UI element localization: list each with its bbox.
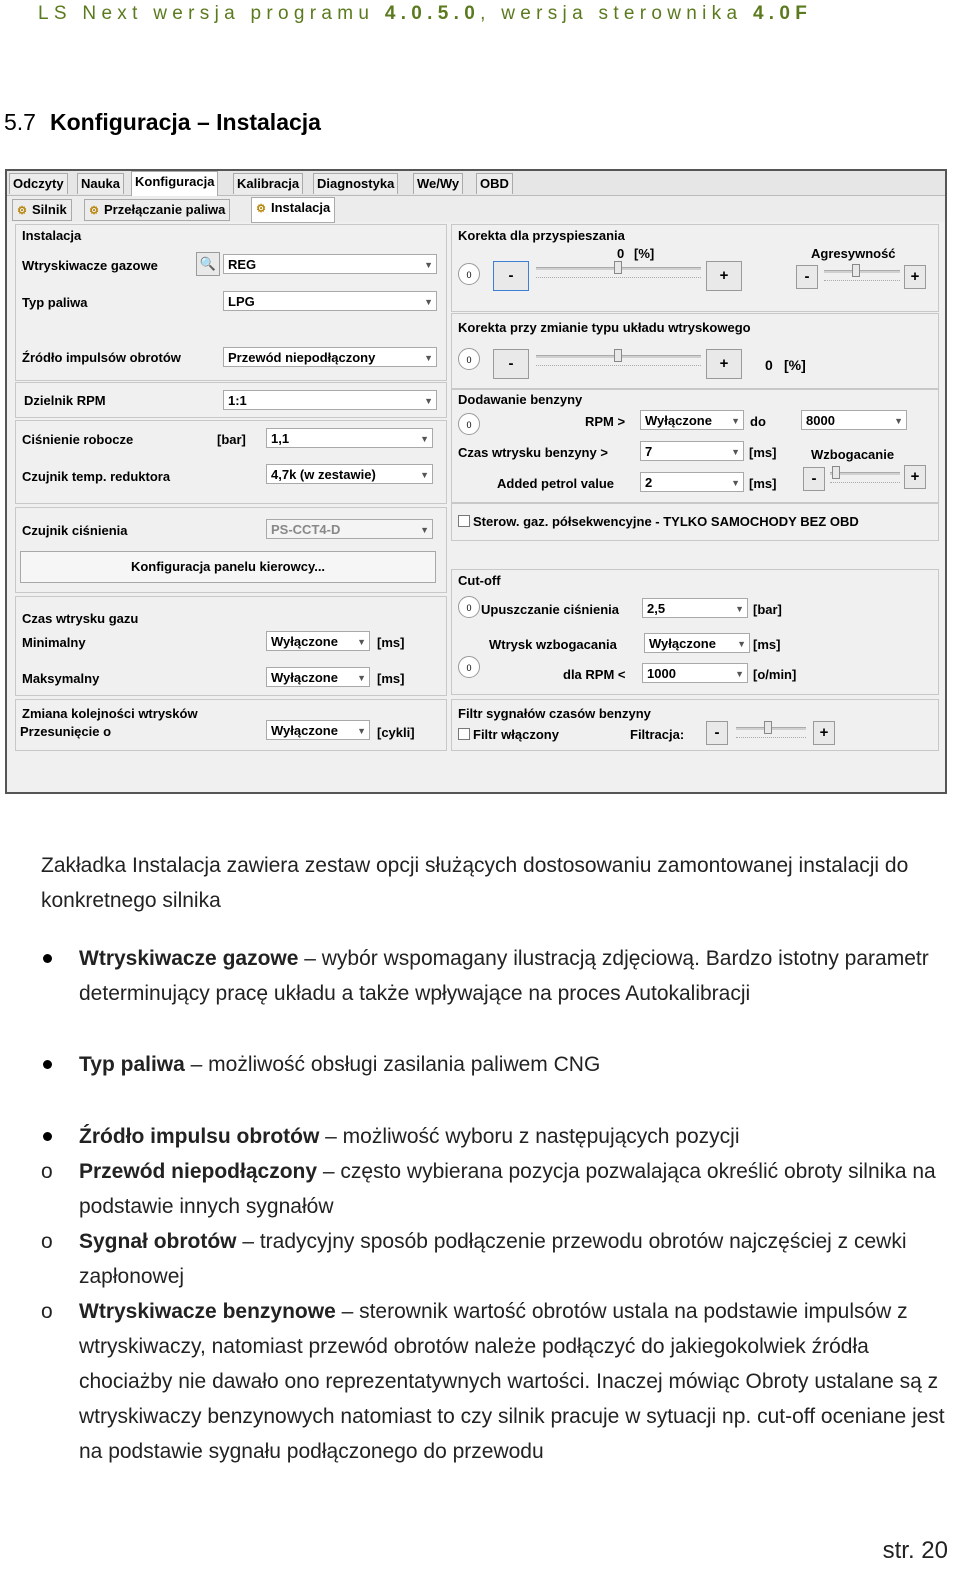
list-item-text: – sterownik wartość obrotów ustala na podstawie impulsów z wtryskiwaczy, natomiast przewód obrotów należe podłączyć do jakiegokolwiek źródła chociażby nie dawało ono reprezentatywnych wartości. Inaczej mówiąc Obroty ustalane są z wtryskiwaczy benzynowych natomiast to czy silnik pracuje w sytuacji np. cut-off oceniane jest na podstawie sygnału podłączonego do przewodu bbox=[79, 1300, 945, 1463]
chevron-down-icon: ▼ bbox=[357, 637, 366, 647]
tab-odczyty[interactable]: Odczyty bbox=[9, 173, 68, 194]
dla-rpm-select[interactable] bbox=[642, 663, 748, 683]
minimalny-unit: [ms] bbox=[377, 635, 405, 650]
upuszczanie-reset[interactable]: 0 bbox=[458, 596, 480, 618]
filtracja-label: Filtracja: bbox=[630, 727, 685, 742]
chevron-down-icon: ▼ bbox=[735, 604, 744, 614]
chevron-down-icon: ▼ bbox=[731, 478, 740, 488]
list-item-text: – często wybierana pozycja pozwalająca określić obroty silnika na podstawie innych sygnałów bbox=[79, 1160, 936, 1218]
list-item-text: – możliwość wyboru z następujących pozycji bbox=[319, 1125, 740, 1148]
zrodlo-label: Źródło impulsów obrotów bbox=[22, 350, 181, 365]
header-program-version: 4.0.5.0 bbox=[384, 3, 481, 24]
wtryskiwacze-select[interactable] bbox=[223, 254, 437, 274]
panel-filtr bbox=[451, 699, 939, 751]
added-unit: [ms] bbox=[749, 476, 777, 491]
chevron-down-icon: ▼ bbox=[737, 639, 746, 649]
header-controller-version: 4.0F bbox=[752, 3, 813, 24]
rpm-value: Wyłączone bbox=[645, 413, 712, 428]
dla-rpm-unit: [o/min] bbox=[753, 667, 797, 682]
cisnienie-value: 1,1 bbox=[271, 431, 290, 446]
czas-wtrysku-label: Czas wtrysku gazu bbox=[22, 611, 139, 626]
sterow-label: Sterow. gaz. półsekwencyjne - TYLKO SAMOCHODY BEZ OBD bbox=[473, 514, 859, 529]
list-item-term: Źródło impulsu obrotów bbox=[79, 1125, 320, 1148]
dla-rpm-value: 1000 bbox=[647, 666, 676, 681]
sub-bullet-marker: o bbox=[41, 1230, 53, 1253]
agresywnosc-label: Agresywność bbox=[811, 246, 896, 261]
wtrysk-reset[interactable]: 0 bbox=[458, 656, 480, 678]
chevron-down-icon: ▼ bbox=[357, 673, 366, 683]
panel-zmiana-kolejnosci bbox=[15, 699, 447, 751]
cutoff-label: Cut-off bbox=[458, 573, 501, 588]
sub-bullet-marker: o bbox=[41, 1300, 53, 1323]
korekta-przysp-plus-button[interactable]: + bbox=[706, 261, 742, 291]
zrodlo-select[interactable] bbox=[223, 347, 437, 367]
zrodlo-value: Przewód niepodłączony bbox=[228, 350, 376, 365]
korekta-zmiana-value: 0 bbox=[765, 357, 773, 373]
chevron-down-icon: ▼ bbox=[424, 297, 433, 307]
tab-kalibracja[interactable]: Kalibracja bbox=[233, 173, 303, 194]
subtab-silnik[interactable] bbox=[12, 199, 72, 221]
sterow-checkbox[interactable] bbox=[458, 515, 470, 527]
section-number: 5.7 bbox=[4, 109, 36, 135]
wzbogacanie-slider[interactable] bbox=[830, 472, 900, 475]
panel-korekta-zmiana bbox=[451, 313, 939, 389]
korekta-przysp-value: 0 bbox=[617, 246, 625, 261]
panel-czas-wtrysku bbox=[15, 596, 447, 696]
korekta-przysp-minus-button[interactable]: - bbox=[493, 261, 529, 291]
filtracja-ticks bbox=[736, 733, 806, 738]
cisnienie-label: Ciśnienie robocze bbox=[22, 432, 134, 447]
filtr-checkbox[interactable] bbox=[458, 728, 470, 740]
cisnienie-select[interactable] bbox=[266, 428, 433, 448]
wtrysk-select[interactable] bbox=[644, 633, 750, 653]
czas-benz-label: Czas wtrysku benzyny > bbox=[458, 445, 608, 460]
list-item-zrodlo bbox=[79, 1119, 949, 1154]
maksymalny-unit: [ms] bbox=[377, 671, 405, 686]
do-select[interactable] bbox=[801, 410, 907, 430]
filtr-wlaczony-label: Filtr włączony bbox=[473, 727, 559, 742]
bullet-dot bbox=[43, 954, 52, 963]
dla-rpm-label: dla RPM < bbox=[563, 667, 626, 682]
agresywnosc-plus-button[interactable]: + bbox=[904, 265, 926, 289]
wtrysk-value: Wyłączone bbox=[649, 636, 716, 651]
tab-nauka[interactable]: Nauka bbox=[77, 173, 124, 194]
panel-cisnienie bbox=[15, 420, 447, 504]
korekta-zmiana-plus-button[interactable]: + bbox=[706, 349, 742, 379]
wtryskiwacze-value: REG bbox=[228, 257, 257, 272]
filtr-label: Filtr sygnałów czasów benzyny bbox=[458, 706, 651, 721]
panel-kierowcy-button[interactable]: Konfiguracja panelu kierowcy... bbox=[20, 551, 436, 583]
filtracja-minus-button[interactable]: - bbox=[706, 721, 728, 745]
przesuniecie-value: Wyłączone bbox=[271, 723, 338, 738]
list-item-term: Wtryskiwacze gazowe bbox=[79, 947, 299, 970]
subtab-instalacja[interactable] bbox=[251, 197, 335, 223]
chevron-down-icon: ▼ bbox=[894, 416, 903, 426]
sub-item-wtryskiwacze-benz bbox=[79, 1294, 949, 1469]
settings-icon: ⚙ bbox=[89, 205, 99, 217]
dodawanie-reset[interactable]: 0 bbox=[458, 413, 480, 435]
agresywnosc-slider[interactable] bbox=[824, 270, 900, 273]
list-item-term: Wtryskiwacze benzynowe bbox=[79, 1300, 336, 1323]
czas-benz-select[interactable] bbox=[640, 441, 744, 461]
sub-item-sygnal bbox=[79, 1224, 949, 1294]
wzbogacanie-label: Wzbogacanie bbox=[811, 447, 895, 462]
filtr-checkbox-row[interactable] bbox=[458, 727, 559, 743]
panel-instalacja bbox=[15, 224, 447, 381]
typ-paliwa-value: LPG bbox=[228, 294, 255, 309]
wtrysk-unit: [ms] bbox=[753, 637, 781, 652]
czas-benz-unit: [ms] bbox=[749, 445, 777, 460]
panel-dzielnik bbox=[15, 382, 447, 418]
tab-obd[interactable]: OBD bbox=[476, 173, 513, 194]
added-select[interactable] bbox=[640, 472, 744, 492]
intro-paragraph: Zakładka Instalacja zawiera zestaw opcji służących dostosowaniu zamontowanej instalacji do konkretnego silnika bbox=[41, 854, 909, 912]
panel-czujnik-cisnienia bbox=[15, 507, 447, 593]
do-label: do bbox=[750, 414, 766, 429]
dzielnik-label: Dzielnik RPM bbox=[24, 393, 106, 408]
wzbogacanie-minus-button[interactable]: - bbox=[803, 467, 825, 491]
czas-benz-value: 7 bbox=[645, 444, 653, 459]
filtracja-plus-button[interactable]: + bbox=[813, 721, 835, 745]
search-icon: 🔍 bbox=[199, 256, 217, 271]
panel-cutoff bbox=[451, 569, 939, 695]
dzielnik-select[interactable] bbox=[223, 390, 437, 410]
korekta-zmiana-minus-button[interactable]: - bbox=[493, 349, 529, 379]
subtab-przelaczanie[interactable] bbox=[84, 199, 230, 221]
list-item-term: Przewód niepodłączony bbox=[79, 1160, 318, 1183]
chevron-down-icon: ▼ bbox=[424, 353, 433, 363]
do-value: 8000 bbox=[806, 413, 835, 428]
subtab-silnik-label: Silnik bbox=[32, 202, 67, 217]
przesuniecie-select[interactable] bbox=[266, 720, 370, 740]
przesuniecie-label: Przesunięcie o bbox=[20, 724, 112, 739]
maksymalny-label: Maksymalny bbox=[22, 671, 100, 686]
bullet-dot bbox=[43, 1060, 52, 1069]
section-title: Konfiguracja – Instalacja bbox=[49, 109, 321, 135]
settings-icon: ⚙ bbox=[17, 205, 27, 217]
dzielnik-value: 1:1 bbox=[228, 393, 247, 408]
list-item-wtryskiwacze bbox=[79, 941, 949, 1011]
korekta-zmiana-label: Korekta przy zmianie typu układu wtryskowego bbox=[458, 320, 751, 335]
panel-korekta-przysp bbox=[451, 224, 939, 312]
added-value: 2 bbox=[645, 475, 653, 490]
bullet-dot bbox=[43, 1132, 52, 1141]
czujnik-temp-value: 4,7k (w zestawie) bbox=[271, 467, 376, 482]
chevron-down-icon: ▼ bbox=[735, 669, 744, 679]
chevron-down-icon: ▼ bbox=[420, 470, 429, 480]
korekta-zmiana-unit: [%] bbox=[784, 357, 806, 373]
minimalny-select[interactable] bbox=[266, 631, 370, 651]
chevron-down-icon: ▼ bbox=[420, 525, 429, 535]
chevron-down-icon: ▼ bbox=[424, 260, 433, 270]
agresywnosc-ticks bbox=[824, 276, 900, 281]
list-item-text: – tradycyjny sposób podłączenie przewodu obrotów najczęściej z cewki zapłonowej bbox=[79, 1230, 907, 1288]
tab-diagnostyka[interactable]: Diagnostyka bbox=[313, 173, 398, 194]
list-item-text: – wybór wspomagany ilustracją zdjęciową. Bardzo istotny parametr determinujący pracę układu a także wpływające na proces Autokalibracji bbox=[79, 947, 929, 1005]
agresywnosc-minus-button[interactable]: - bbox=[796, 265, 818, 289]
przesuniecie-unit: [cykli] bbox=[377, 725, 415, 740]
upuszczanie-unit: [bar] bbox=[753, 602, 782, 617]
list-item-term: Typ paliwa bbox=[79, 1053, 185, 1076]
header-mid: , wersja sterownika bbox=[480, 3, 743, 24]
sterow-checkbox-row[interactable] bbox=[458, 514, 859, 530]
minimalny-value: Wyłączone bbox=[271, 634, 338, 649]
wtrysk-label: Wtrysk wzbogacania bbox=[489, 637, 617, 652]
page-number: str. 20 bbox=[882, 1537, 948, 1564]
list-item-term: Sygnał obrotów bbox=[79, 1230, 237, 1253]
czujnik-cisn-select bbox=[266, 519, 433, 539]
subtab-przelaczanie-label: Przełączanie paliwa bbox=[104, 202, 226, 217]
section-heading bbox=[4, 109, 321, 136]
rpm-select[interactable] bbox=[640, 410, 744, 430]
panel-dodawanie-benzyny bbox=[451, 389, 939, 503]
wtryskiwacze-label: Wtryskiwacze gazowe bbox=[22, 258, 158, 273]
settings-icon: ⚙ bbox=[256, 203, 266, 215]
header-prefix: LS Next wersja programu bbox=[38, 3, 375, 24]
upuszczanie-label: Upuszczanie ciśnienia bbox=[481, 602, 619, 617]
czujnik-temp-label: Czujnik temp. reduktora bbox=[22, 469, 171, 484]
rpm-label: RPM > bbox=[585, 414, 626, 429]
czujnik-temp-select[interactable] bbox=[266, 464, 433, 484]
chevron-down-icon: ▼ bbox=[731, 447, 740, 457]
czujnik-cisn-value: PS-CCT4-D bbox=[271, 522, 341, 537]
korekta-przysp-label: Korekta dla przyspieszania bbox=[458, 228, 625, 243]
app-window bbox=[5, 169, 947, 794]
korekta-zmiana-ticks bbox=[536, 361, 701, 366]
added-label: Added petrol value bbox=[497, 476, 615, 491]
maksymalny-value: Wyłączone bbox=[271, 670, 338, 685]
korekta-przysp-ticks bbox=[536, 273, 701, 278]
chevron-down-icon: ▼ bbox=[357, 726, 366, 736]
typ-paliwa-select[interactable] bbox=[223, 291, 437, 311]
wzbogacanie-plus-button[interactable]: + bbox=[904, 465, 926, 489]
subtab-instalacja-label: Instalacja bbox=[271, 200, 331, 215]
korekta-przysp-unit: [%] bbox=[634, 246, 655, 261]
korekta-zmiana-reset[interactable]: 0 bbox=[458, 348, 480, 370]
list-item-typ-paliwa bbox=[79, 1047, 949, 1082]
tab-we-wy[interactable]: We/Wy bbox=[413, 173, 463, 194]
upuszczanie-value: 2,5 bbox=[647, 601, 666, 616]
running-header bbox=[38, 3, 812, 25]
dodawanie-label: Dodawanie benzyny bbox=[458, 392, 583, 407]
sub-tabbar bbox=[7, 196, 945, 222]
czujnik-cisn-label: Czujnik ciśnienia bbox=[22, 523, 128, 538]
typ-paliwa-label: Typ paliwa bbox=[22, 295, 88, 310]
chevron-down-icon: ▼ bbox=[424, 396, 433, 406]
minimalny-label: Minimalny bbox=[22, 635, 86, 650]
upuszczanie-select[interactable] bbox=[642, 598, 748, 618]
tab-konfiguracja[interactable]: Konfiguracja bbox=[131, 171, 218, 196]
instalacja-label: Instalacja bbox=[22, 228, 82, 243]
panel-sterow bbox=[451, 503, 939, 541]
chevron-down-icon: ▼ bbox=[731, 416, 740, 426]
sub-bullet-marker: o bbox=[41, 1160, 53, 1183]
zmiana-label: Zmiana kolejności wtrysków bbox=[22, 706, 198, 721]
search-injector-button[interactable] bbox=[196, 252, 220, 276]
korekta-przysp-reset[interactable]: 0 bbox=[458, 263, 480, 285]
wzbogacanie-ticks bbox=[830, 478, 900, 483]
maksymalny-select[interactable] bbox=[266, 667, 370, 687]
list-item-text: – możliwość obsługi zasilania paliwem CNG bbox=[184, 1053, 601, 1076]
sub-item-przewod bbox=[79, 1154, 949, 1224]
cisnienie-unit: [bar] bbox=[217, 432, 246, 447]
main-tabbar bbox=[7, 171, 945, 196]
chevron-down-icon: ▼ bbox=[420, 434, 429, 444]
